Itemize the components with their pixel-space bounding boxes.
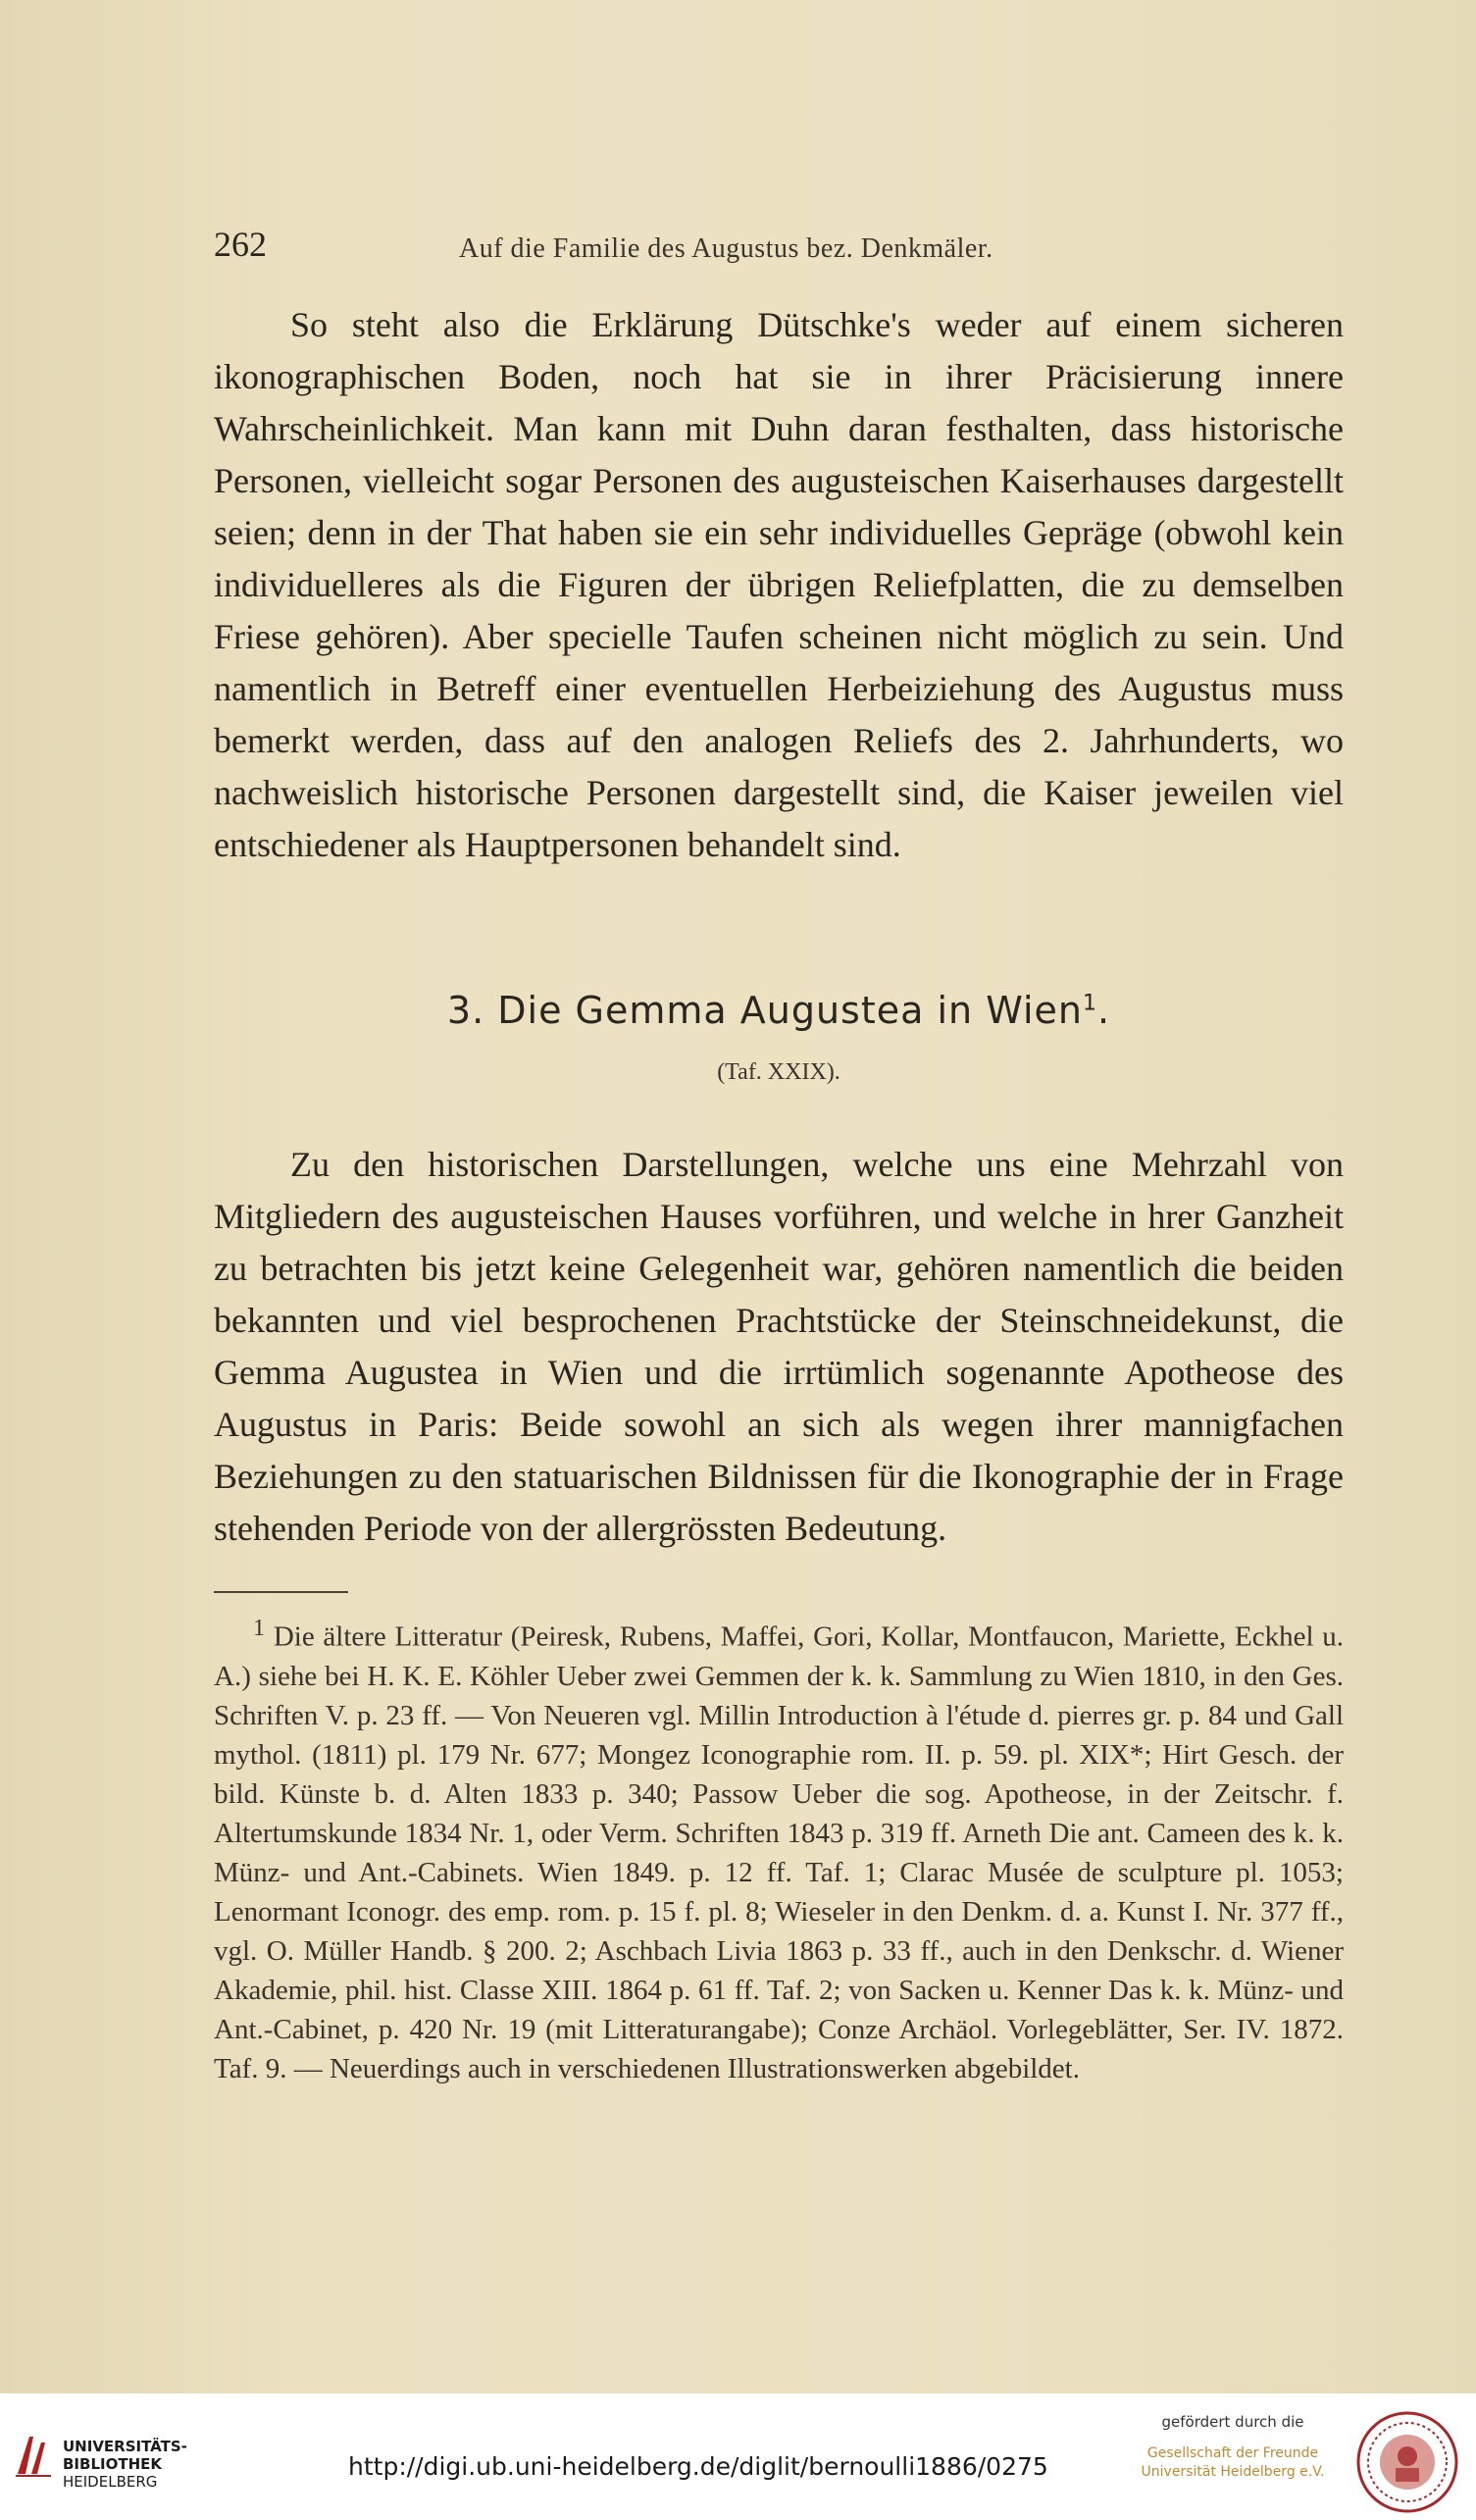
page-header [214, 224, 1342, 273]
sponsor-block [1130, 2413, 1336, 2482]
university-seal-icon [1356, 2411, 1458, 2513]
footnote-text: Die ältere Litteratur (Peiresk, Rubens, Maffei, Gori, Kollar, Montfaucon, Mariette, Eckhel u. A.) siehe bei H. K. E. Köhler Ueber zwei Gemmen der k. k. Sammlung zu Wien 1810, in den Ges. Schriften V. p. 23 ff. — Von Neueren vgl. Millin Introduction à l'étude d. pierres gr. p. 84 und Gall mythol. (1811) pl. 179 Nr. 677; Mongez Iconographie rom. II. p. 59. pl. XIX*; Hirt Gesch. der bild. Künste b. d. Alten 1833 p. 340; Passow Ueber die sog. Apotheose, in der Zeitschr. f. Altertumskunde 1834 Nr. 1, oder Verm. Schriften 1843 p. 319 ff. Arneth Die ant. Cameen des k. k. Münz- und Ant.-Cabinets. Wien 1849. p. 12 ff. Taf. 1; Clarac Musée de sculpture pl. 1053; Lenormant Iconogr. des emp. rom. p. 15 f. pl. 8; Wieseler in den Denkm. d. a. Kunst I. Nr. 377 ff., vgl. O. Müller Handb. § 200. 2; Aschbach Livia 1863 p. 33 ff., auch in den Denkschr. d. Wiener Akademie, phil. hist. Classe XIII. 1864 p. 61 ff. Taf. 2; von Sacken u. Kenner Das k. k. Münz- und Ant.-Cabinet, p. 420 Nr. 19 (mit Litteraturangabe); Conze Archäol. Vorlegeblätter, Ser. IV. 1872. Taf. 9. — Neuerdings auch in verschiedenen Illustrationswerken abgebildet. [214, 1620, 1345, 2084]
library-line-2: BIBLIOTHEK [63, 2455, 162, 2473]
permalink-url[interactable]: http://digi.ub.uni-heidelberg.de/diglit/bernoulli1886/0275 [348, 2452, 1048, 2481]
page-number: 262 [214, 225, 267, 264]
paragraph-1: So steht also die Erklärung Dütschke's weder auf einem sicheren ikonographischen Boden, noch hat sie in ihrer Präcisierung innere Wahrscheinlichkeit. Man kann mit Duhn daran festhalten, dass historische Personen, vielleicht sogar Personen des augusteischen Kaiserhauses dargestellt seien; denn in der That haben sie ein sehr individuelles Gepräge (obwohl kein individuelleres als die Figuren der übrigen Reliefplatten, die zu demselben Friese gehören). Aber specielle Taufen scheinen nicht möglich zu sein. Und namentlich in Betreff einer eventuellen Herbeiziehung des Augustus muss bemerkt werden, dass auf den analogen Reliefs des 2. Jahrhunderts, wo nachweislich historische Personen dargestellt sind, die Kaiser jeweilen viel entschiedener als Hauptpersonen behandelt sind. [214, 305, 1344, 864]
sponsor-intro: gefördert durch die [1161, 2413, 1304, 2431]
running-title: Auf die Familie des Augustus bez. Denkmäler. [459, 233, 993, 264]
library-line-1: UNIVERSITÄTS- [63, 2438, 187, 2455]
library-name [63, 2438, 187, 2491]
footer-bar [0, 2393, 1476, 2520]
section-heading [214, 989, 1344, 1032]
sponsor-name [1130, 2444, 1336, 2482]
section-title-end: . [1096, 989, 1111, 1032]
footnote [214, 1609, 1344, 2088]
footnote-marker: 1 [253, 1615, 266, 1641]
sponsor-line-1: Gesellschaft der Freunde [1146, 2445, 1319, 2461]
section-footnote-marker: 1 [1082, 991, 1097, 1016]
sponsor-line-2: Universität Heidelberg e.V. [1141, 2464, 1325, 2480]
footnote-rule [214, 1591, 348, 1593]
section-title-text: 3. Die Gemma Augustea in Wien [446, 989, 1083, 1032]
library-logo-icon [14, 2433, 53, 2478]
plate-reference: (Taf. XXIX). [717, 1059, 840, 1085]
library-line-3: HEIDELBERG [63, 2473, 158, 2491]
paragraph-2: Zu den historischen Darstellungen, welche uns eine Mehrzahl von Mitgliedern des augusteischen Hauses vorführen, und welche in hrer Ganzheit zu betrachten bis jetzt keine Gelegenheit war, gehören namentlich die beiden bekannten und viel besprochenen Prachtstücke der Steinschneidekunst, die Gemma Augustea in Wien und die irrtümlich sogenannte Apotheose des Augustus in Paris: Beide sowohl an sich als wegen ihrer mannigfachen Beziehungen zu den statuarischen Bildnissen für die Ikonographie der in Frage stehenden Periode von der allergrössten Bedeutung. [214, 1145, 1344, 1548]
